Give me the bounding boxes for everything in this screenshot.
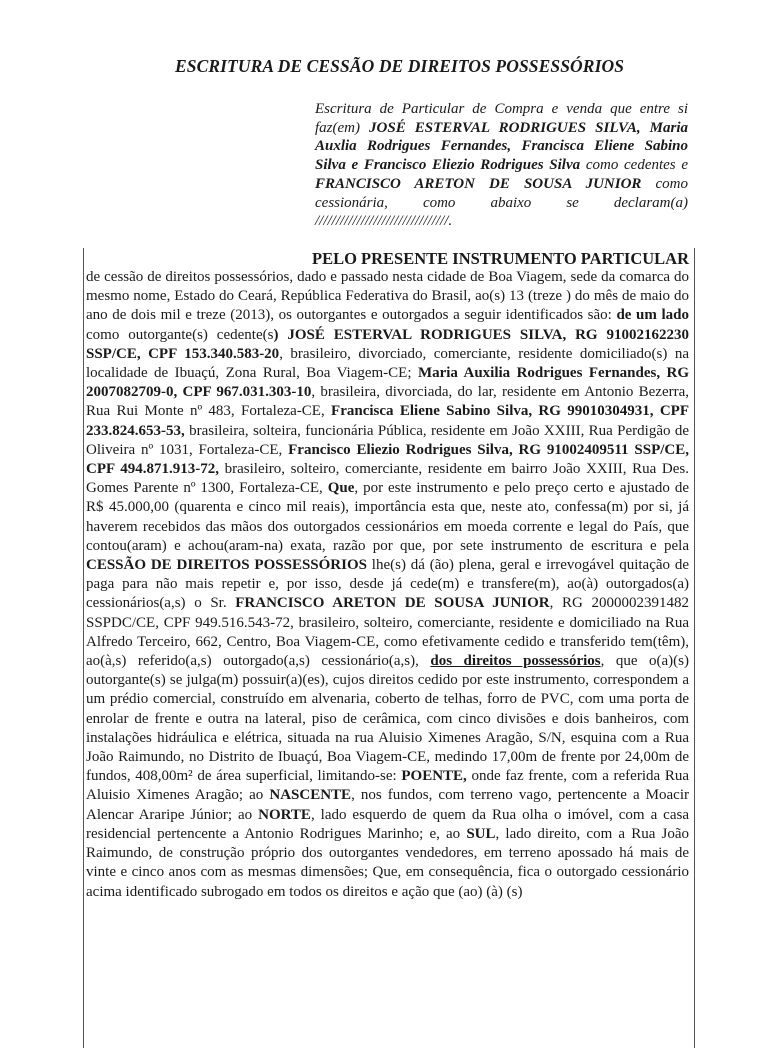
body-seg: , brasileira, divorciada, do lar, residente em Antonio Bezerra, Rua Rui Monte nº 483, Fortaleza-CE,	[86, 384, 689, 420]
preamble-seg: Escritura de Particular de Compra e venda que entre si faz(em)	[315, 101, 688, 136]
body-seg-bold: ) JOSÉ ESTERVAL RODRIGUES SILVA, RG 91002162230 SSP/CE, CPF 153.340.583-20	[86, 326, 689, 362]
body-heading: PELO PRESENTE INSTRUMENTO PARTICULAR	[312, 249, 689, 268]
document-title: ESCRITURA DE CESSÃO DE DIREITOS POSSESSÓRIOS	[175, 56, 625, 76]
body-seg-bold: CESSÃO DE DIREITOS POSSESSÓRIOS	[86, 557, 367, 574]
body-seg: , que o(a)(s) outorgante(s) se julga(m) possuir(a)(es), cujos direitos cedido por este instrumento, correspondem a um prédio comercial, construído em alvenaria, coberto de telhas, forro de PVC, com uma porta de enrolar de frente e outra na lateral, piso de cerâmica, com cinco divisões e dois banheiros, com instalações hidráulica e elétrica, situada na rua Aluisio Ximenes Aragão, S/N, esquina com a Rua João Raimundo, no Distrito de Ibuaçú, Boa Viagem-CE, medindo 17,00m de frente por 24,00m de fundos, 408,00m² de área superficial, limitando-se:	[86, 653, 689, 785]
preamble-seg-bold: JOSÉ ESTERVAL RODRIGUES SILVA, Maria Auxlia Rodrigues Fernandes, Francisca Eliene Sabino Silva e Francisco Eliezio Rodrigues Silva	[315, 119, 688, 174]
body-seg-bold: POENTE,	[401, 768, 467, 785]
body-paragraph	[86, 268, 689, 902]
body-seg: , lado direito, com a Rua João Raimundo, de construção próprio dos outorgantes vendedores, em terreno apossado há mais de vinte e cinco anos com as mesmas dimensões; Que, em consequência, fica o outorgado cessionário acima identificado subrogado em todos os direitos e ação que (ao) (à) (s)	[86, 825, 689, 900]
body-seg: onde faz frente, com a referida Rua Aluisio Ximenes Aragão; ao	[86, 768, 689, 804]
body-seg: , nos fundos, com terreno vago, pertencente a Moacir Alencar Araripe Júnior; ao	[86, 787, 689, 823]
body-seg: , RG 2000002391482 SSPDC/CE, CPF 949.516.543-72, brasileiro, solteiro, comerciante, residente e domiciliado na Rua Alfredo Terceiro, 662, Centro, Boa Viagem-CE, como efetivamente cedido e transferido tem(têm), ao(à,s) referido(a,s) outorgado(a,s) cessionário(a,s),	[86, 595, 690, 670]
body-seg: como outorgante(s) cedente(s	[86, 326, 274, 343]
preamble-seg: como cessionária, como abaixo se declaram(a) ////////////////////////////////.	[315, 175, 688, 230]
body-seg-bold: NORTE	[258, 806, 311, 823]
body-seg-bold: Francisca Eliene Sabino Silva, RG 99010304931, CPF 233.824.653-53,	[86, 403, 689, 439]
body-seg: de cessão de direitos possessórios, dado e passado nesta cidade de Boa Viagem, sede da comarca do mesmo nome, Estado do Ceará, República Federativa do Brasil, ao(s) 13 (treze ) do mês de maio do ano de dois mil e treze (2013), os outorgantes e outorgados a seguir identificados são:	[86, 269, 689, 324]
preamble-seg-bold: FRANCISCO ARETON DE SOUSA JUNIOR	[315, 175, 642, 192]
body-seg: , lado esquerdo de quem da Rua olha o imóvel, com a casa residencial pertencente a Antonio Rodrigues Marinho; e, ao	[86, 806, 689, 842]
body-seg-bold: FRANCISCO ARETON DE SOUSA JUNIOR	[235, 595, 550, 612]
body-seg-bold: Que	[327, 480, 355, 497]
preamble-seg: como cedentes e	[580, 157, 688, 174]
body-seg: , por este instrumento e pelo preço certo e ajustado de R$ 45.000,00 (quarenta e cinco mil reais), importância esta que, neste ato, confessa(m) por si, já haverem recebidos das mãos dos outorgados cessionários em moeda corrente e legal do País, que contou(aram) e achou(aram-na) exata, razão por que, por sete instrumento de escritura e pela	[86, 480, 689, 554]
body-seg-bold: Maria Auxilia Rodrigues Fernandes, RG 2007082709-0, CPF 967.031.303-10	[86, 365, 689, 401]
body-seg-bold: NASCENTE	[269, 787, 352, 804]
body-seg-bold: de um lado	[616, 307, 689, 324]
body-seg-underlined: dos direitos possessórios	[430, 653, 601, 670]
body-seg: brasileiro, solteiro, comerciante, residente em bairro João XXIII, Rua Des. Gomes Parente nº 1300, Fortaleza-CE,	[86, 461, 689, 497]
body-seg-bold: Francisco Eliezio Rodrigues Silva, RG 91002409511 SSP/CE, CPF 494.871.913-72,	[86, 441, 689, 478]
body-seg: brasileira, solteira, funcionária Pública, residente em João XXIII, Rua Perdigão de Oliveira nº 1031, Fortaleza-CE,	[86, 422, 689, 458]
body-seg: lhe(s) dá (ão) plena, geral e irrevogável quitação de paga para não mais repetir e, por isso, desde já cede(m) e transfere(m), ao(à) outorgados(a) cessionários(a,s) o Sr.	[86, 557, 690, 612]
preamble-paragraph	[315, 100, 688, 231]
body-seg: , brasileiro, divorciado, comerciante, residente domiciliado(s) na localidade de Ibuaçú, Zona Rural, Boa Viagem-CE;	[86, 345, 689, 382]
body-seg-bold: SUL	[466, 825, 496, 842]
